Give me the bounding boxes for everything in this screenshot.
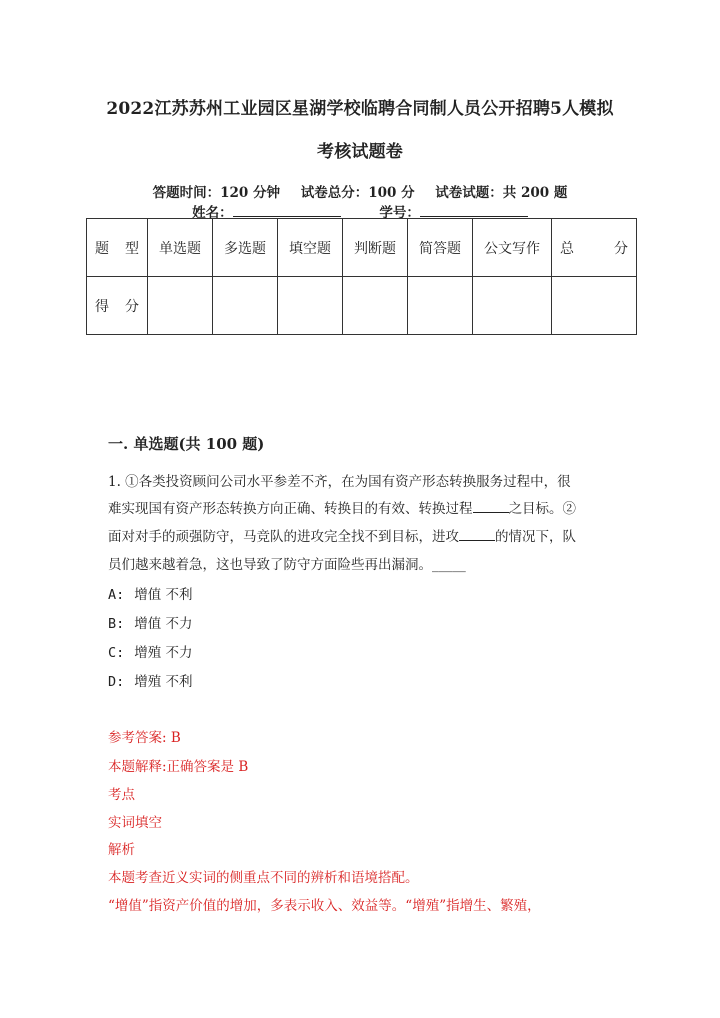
score-cell[interactable] — [552, 277, 637, 335]
option-a[interactable]: A: 增值 不利 — [108, 587, 193, 603]
kaodian-heading: 考点 — [108, 787, 135, 803]
score-table-header-row — [87, 219, 637, 277]
jiexi-heading: 解析 — [108, 842, 135, 858]
analysis-line: 本题考查近义实词的侧重点不同的辨析和语境搭配。 — [108, 870, 419, 886]
col-short-answer: 简答题 — [408, 219, 473, 277]
score-table-score-row — [87, 277, 637, 335]
question-line: 面对对手的顽强防守，马竞队的进攻完全找不到目标，进攻 的情况下，队 — [108, 529, 576, 545]
blank-underline — [459, 528, 495, 541]
score-cell[interactable] — [343, 277, 408, 335]
exam-title-line1: 2022江苏苏州工业园区星湖学校临聘合同制人员公开招聘5人模拟 — [106, 99, 614, 119]
id-label: 学号： — [379, 205, 420, 221]
score-cell[interactable] — [148, 277, 213, 335]
name-label: 姓名： — [192, 205, 233, 221]
exam-question-count: 试卷试题：共 200 题 — [435, 185, 568, 201]
question-line: 难实现国有资产形态转换方向正确、转换目的有效、转换过程 之目标。② — [108, 501, 576, 517]
id-field[interactable] — [420, 204, 528, 217]
col-fill-blank: 填空题 — [278, 219, 343, 277]
exam-total-score: 试卷总分：100 分 — [300, 185, 415, 201]
topic-label: 实词填空 — [108, 815, 162, 831]
row-label-score: 得 分 — [87, 277, 148, 335]
option-d[interactable]: D: 增殖 不利 — [108, 674, 193, 690]
analysis-line: “增值”指资产价值的增加，多表示收入、效益等。“增殖”指增生、繁殖， — [108, 898, 541, 914]
question-line: 1. ①各类投资顾问公司水平参差不齐，在为国有资产形态转换服务过程中，很 — [108, 474, 571, 490]
col-multi-choice: 多选题 — [213, 219, 278, 277]
option-b[interactable]: B: 增值 不力 — [108, 616, 193, 632]
col-official-writing: 公文写作 — [473, 219, 552, 277]
exam-title-line2: 考核试题卷 — [317, 142, 403, 162]
answer-explanation: 本题解释:正确答案是 B — [108, 759, 249, 775]
name-field[interactable] — [233, 204, 341, 217]
question-line: 员们越来越着急，这也导致了防守方面险些再出漏洞。_____ — [108, 557, 466, 573]
option-c[interactable]: C: 增殖 不力 — [108, 645, 193, 661]
reference-answer: 参考答案: B — [108, 730, 181, 746]
col-true-false: 判断题 — [343, 219, 408, 277]
col-single-choice: 单选题 — [148, 219, 213, 277]
score-cell[interactable] — [278, 277, 343, 335]
blank-underline — [473, 500, 509, 513]
section-title: 一. 单选题(共 100 题) — [108, 435, 265, 453]
score-cell[interactable] — [408, 277, 473, 335]
score-table — [86, 218, 637, 335]
col-total: 总 分 — [552, 219, 637, 277]
score-cell[interactable] — [213, 277, 278, 335]
score-cell[interactable] — [473, 277, 552, 335]
exam-meta — [0, 181, 720, 201]
row-label-type: 题 型 — [87, 219, 148, 277]
exam-time: 答题时间：120 分钟 — [152, 185, 280, 201]
